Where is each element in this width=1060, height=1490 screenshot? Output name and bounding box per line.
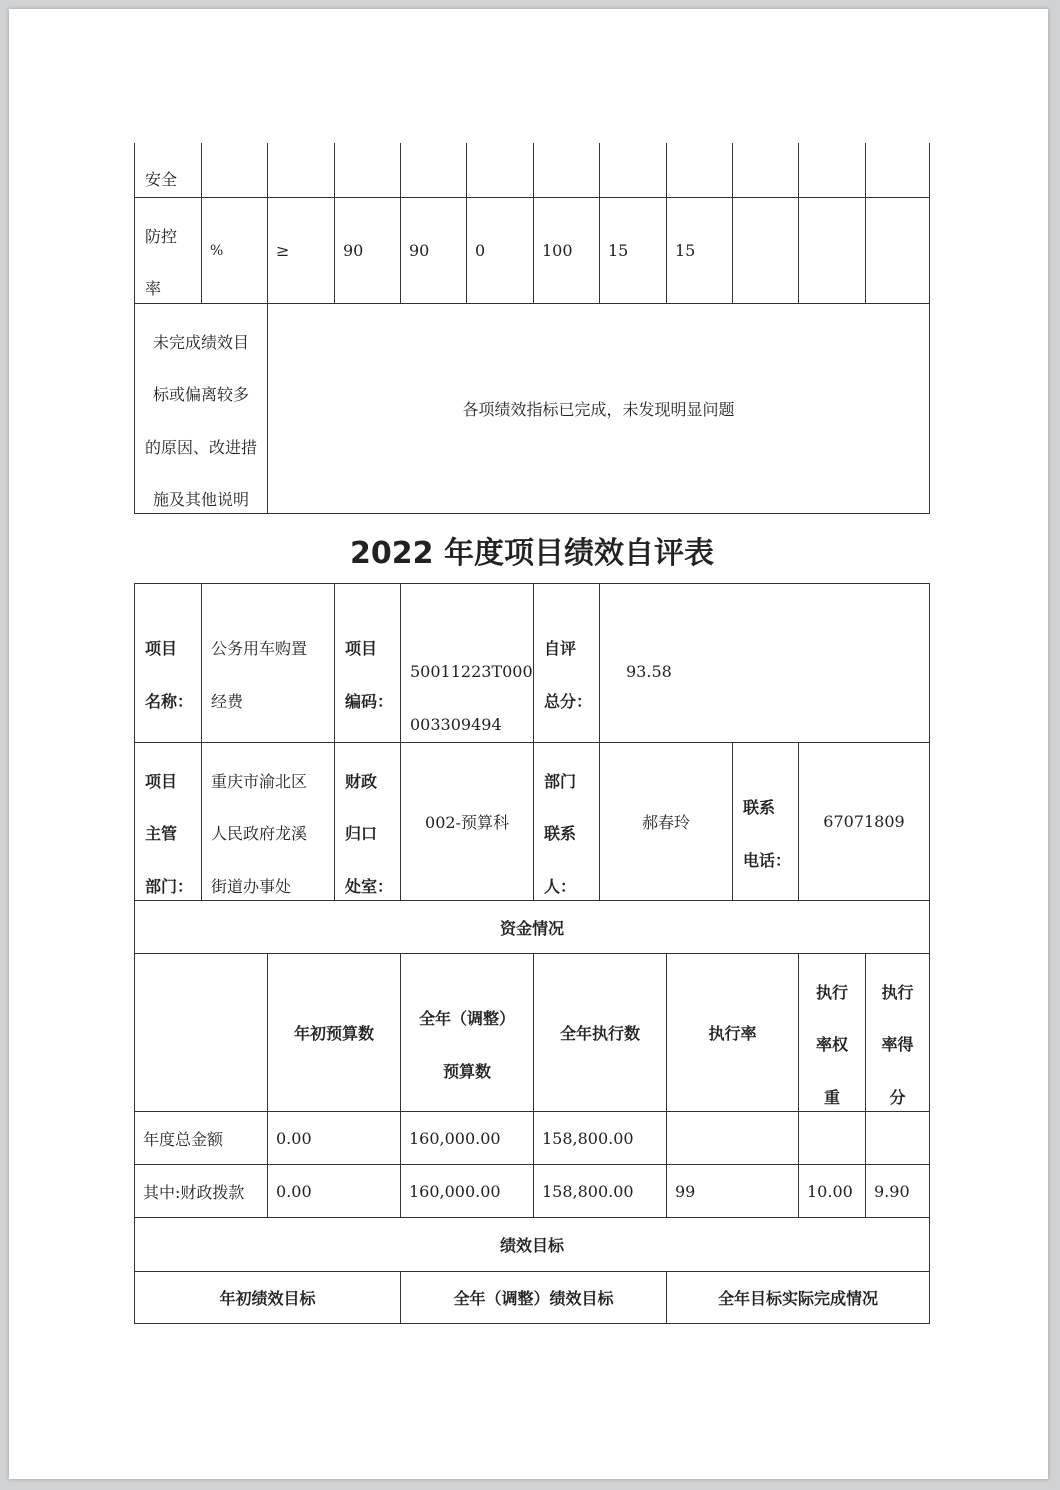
cell-value: 0.00 [276, 1128, 312, 1148]
label-line: 项目 [145, 772, 178, 791]
dept-cell [201, 742, 334, 900]
empty-cell [798, 143, 865, 197]
contact-value: 郝春玲 [641, 813, 690, 832]
operator-cell [267, 197, 334, 303]
funds-header-empty [134, 953, 267, 1111]
cell-value: 158,800.00 [542, 1128, 634, 1148]
indicator-name-text: 安全 [145, 170, 178, 189]
page-title: 2022 年度项目绩效自评表 [350, 536, 714, 571]
goals-section-header [134, 1217, 930, 1271]
table-cell [267, 1111, 400, 1164]
project-name-cell [201, 583, 334, 742]
header-text: 全年目标实际完成情况 [717, 1289, 878, 1308]
table-cell [267, 1164, 400, 1217]
section-title: 资金情况 [499, 918, 564, 938]
phone-label-cell [732, 742, 798, 900]
header-text: 年初预算数 [293, 1024, 374, 1043]
empty-cell [865, 143, 930, 197]
header-line: 率权 [815, 1035, 848, 1054]
notes-label-line: 施及其他说明 [152, 490, 249, 509]
indicator-name-cell [134, 197, 201, 303]
label-line: 主管 [145, 824, 178, 843]
label-line: 自评 [544, 639, 577, 658]
unit-cell [201, 197, 267, 303]
cell-value: 9.90 [874, 1181, 910, 1201]
notes-label-cell [134, 303, 267, 514]
notes-value-cell [267, 303, 930, 514]
value-text: 0 [475, 241, 486, 260]
header-line: 执行 [881, 983, 914, 1002]
table-cell [666, 1164, 798, 1217]
value-cell [666, 197, 732, 303]
section-title: 绩效目标 [499, 1236, 564, 1255]
notes-label-line: 未完成绩效目 [152, 333, 249, 352]
header-line: 执行 [815, 983, 848, 1002]
table-cell [865, 1111, 930, 1164]
header-line: 全年（调整） [418, 1009, 515, 1028]
cell-value: 158,800.00 [542, 1181, 634, 1201]
finance-cell [400, 742, 533, 900]
label-line: 处室： [345, 877, 394, 896]
cell-value: 99 [675, 1181, 696, 1201]
label-line: 总分： [544, 692, 593, 711]
header-line: 重 [823, 1088, 840, 1107]
row-label: 其中:财政拨款 [143, 1182, 245, 1202]
value-line: 公务用车购置 [211, 639, 308, 658]
unit-text: % [210, 242, 224, 259]
table-cell [400, 1164, 533, 1217]
header-text: 年初绩效目标 [219, 1289, 316, 1308]
indicator-name-cell [134, 143, 201, 197]
phone-cell [798, 742, 930, 900]
header-text: 全年（调整）绩效目标 [453, 1289, 614, 1308]
table-cell [798, 1164, 865, 1217]
value-line: 50011223T000 [410, 662, 533, 681]
value-text: 15 [608, 241, 629, 260]
goals-col-adjusted [400, 1271, 666, 1324]
label-line: 部门 [544, 772, 577, 791]
contact-cell [599, 742, 732, 900]
value-line: 003309494 [410, 715, 502, 734]
table-cell [865, 1164, 930, 1217]
value-text: 90 [343, 241, 364, 260]
project-code-label-cell [334, 583, 400, 742]
funds-header-executed [533, 953, 666, 1111]
value-cell [334, 197, 400, 303]
header-text: 执行率 [708, 1024, 757, 1043]
label-line: 人： [544, 877, 577, 896]
finance-label-cell [334, 742, 400, 900]
label-line: 项目 [345, 639, 378, 658]
empty-cell [599, 143, 666, 197]
value-line: 重庆市渝北区 [211, 772, 308, 791]
cell-value: 10.00 [807, 1181, 853, 1201]
empty-cell [334, 143, 400, 197]
header-line: 率得 [881, 1035, 914, 1054]
label-line: 联系 [743, 798, 776, 817]
notes-label-line: 的原因、改进措 [144, 438, 257, 457]
label-line: 财政 [345, 772, 378, 791]
table-cell [400, 1111, 533, 1164]
goals-col-actual [666, 1271, 930, 1324]
score-value: 93.58 [626, 662, 672, 681]
empty-cell [466, 143, 533, 197]
empty-cell [267, 143, 334, 197]
score-cell [599, 583, 930, 742]
funds-header-weight [798, 953, 865, 1111]
empty-cell [732, 197, 798, 303]
label-line: 部门： [145, 877, 194, 896]
value-text: 15 [675, 241, 696, 260]
value-cell [533, 197, 599, 303]
label-line: 项目 [145, 639, 178, 658]
funds-header-adjusted [400, 953, 533, 1111]
project-name-label-cell [134, 583, 201, 742]
empty-cell [865, 197, 930, 303]
empty-cell [666, 143, 732, 197]
label-line: 联系 [544, 824, 577, 843]
value-text: 90 [409, 241, 430, 260]
empty-cell [201, 143, 267, 197]
value-cell [466, 197, 533, 303]
project-code-cell [400, 583, 533, 742]
label-line: 名称： [145, 692, 194, 711]
header-line: 分 [889, 1088, 906, 1107]
empty-cell [533, 143, 599, 197]
cell-value: 160,000.00 [409, 1128, 501, 1148]
value-line: 人民政府龙溪 [211, 824, 308, 843]
header-line: 预算数 [442, 1062, 491, 1081]
notes-label-line: 标或偏离较多 [152, 385, 249, 404]
funds-header-rate [666, 953, 798, 1111]
value-cell [599, 197, 666, 303]
funds-header-initial [267, 953, 400, 1111]
indicator-name-text: 防控 [145, 227, 178, 246]
table-cell [666, 1111, 798, 1164]
value-line: 街道办事处 [211, 877, 292, 896]
notes-value-text: 各项绩效指标已完成，未发现明显问题 [462, 400, 735, 419]
label-line: 电话： [743, 851, 792, 870]
value-line: 经费 [211, 692, 244, 711]
row-label: 年度总金额 [143, 1129, 224, 1149]
cell-value: 0.00 [276, 1181, 312, 1201]
finance-value: 002-预算科 [425, 813, 509, 832]
table-row-label [134, 1111, 267, 1164]
contact-label-cell [533, 742, 599, 900]
label-line: 编码： [345, 692, 394, 711]
table-row-label [134, 1164, 267, 1217]
score-label-cell [533, 583, 599, 742]
funds-header-score [865, 953, 930, 1111]
table-cell [533, 1164, 666, 1217]
goals-col-initial [134, 1271, 400, 1324]
operator-text: ≥ [276, 241, 290, 260]
cell-value: 160,000.00 [409, 1181, 501, 1201]
empty-cell [798, 197, 865, 303]
dept-label-cell [134, 742, 201, 900]
empty-cell [732, 143, 798, 197]
value-cell [400, 197, 466, 303]
table-cell [533, 1111, 666, 1164]
phone-value: 67071809 [823, 812, 905, 831]
header-text: 全年执行数 [559, 1024, 640, 1043]
label-line: 归口 [345, 824, 378, 843]
empty-cell [400, 143, 466, 197]
indicator-name-text: 率 [145, 279, 162, 298]
value-text: 100 [542, 241, 573, 260]
table-cell [798, 1111, 865, 1164]
funds-section-header [134, 900, 930, 953]
